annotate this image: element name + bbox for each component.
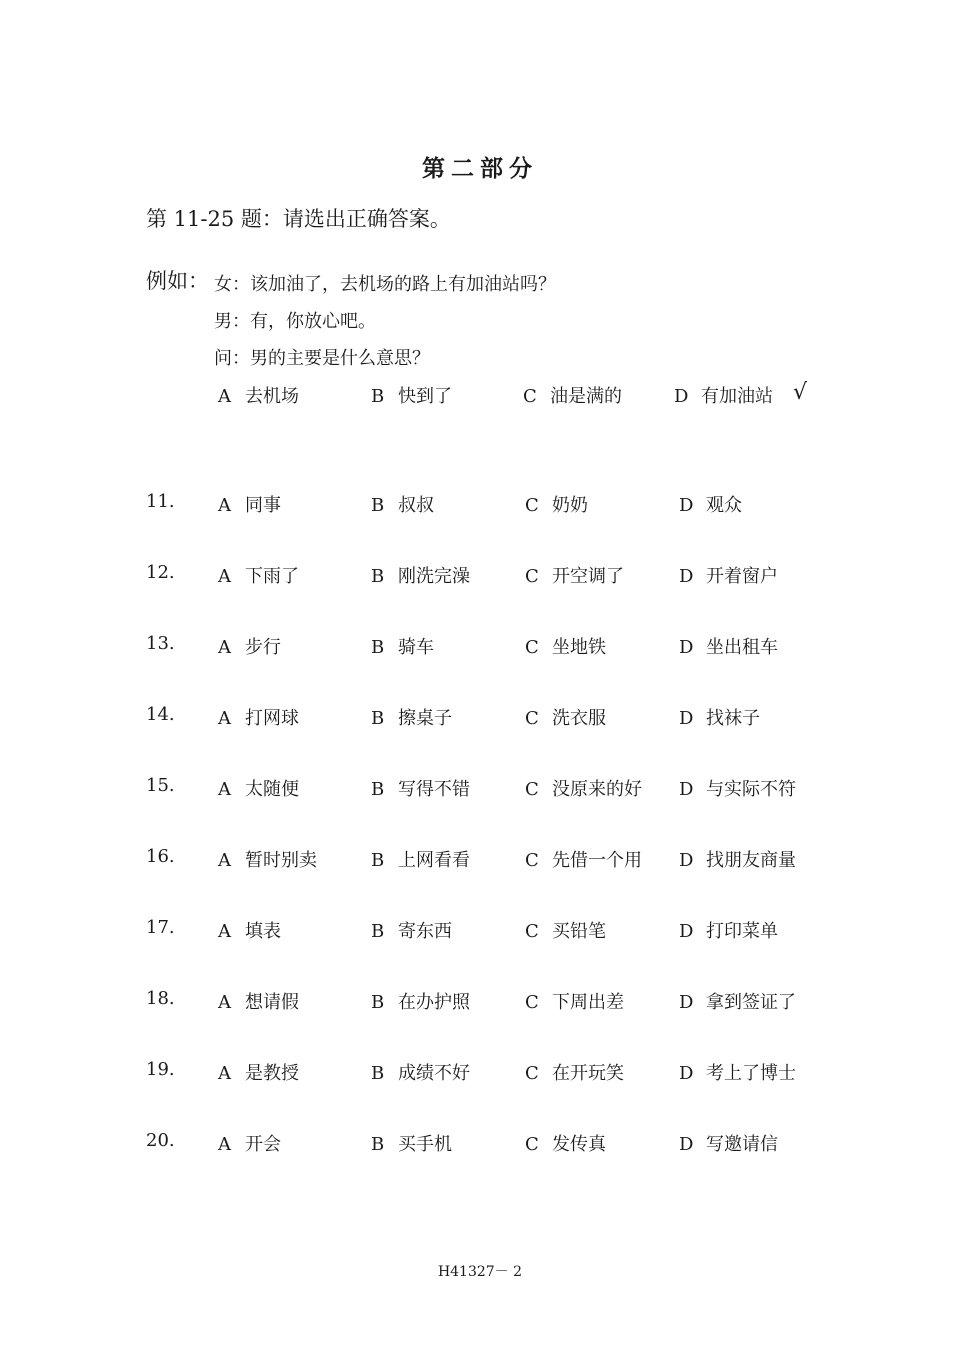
option-letter: B (371, 386, 385, 407)
option-letter: B (371, 495, 385, 516)
option-letter: D (679, 708, 694, 729)
option-text: 同事 (245, 495, 281, 516)
option-a (218, 917, 281, 943)
option-b (371, 775, 470, 801)
option-b (371, 846, 470, 872)
question-row (0, 633, 960, 663)
question-row (0, 1059, 960, 1089)
option-text: 在开玩笑 (552, 1063, 624, 1084)
option-text: 拿到签证了 (706, 992, 796, 1013)
example-option-a (218, 382, 299, 408)
option-text: 奶奶 (552, 495, 588, 516)
option-text: 先借一个用 (552, 850, 642, 871)
option-letter: B (371, 1134, 385, 1155)
question-number: 16. (146, 846, 175, 867)
option-text: 刚洗完澡 (398, 566, 470, 587)
option-c (525, 562, 624, 588)
option-text: 有加油站 (701, 386, 773, 407)
option-b (371, 1059, 470, 1085)
section-title: 第二部分 (422, 155, 538, 182)
option-text: 开着窗户 (706, 566, 778, 587)
option-letter: C (525, 921, 539, 942)
option-text: 写邀请信 (706, 1134, 778, 1155)
option-text: 没原来的好 (552, 779, 642, 800)
option-letter: A (218, 1134, 231, 1155)
option-text: 在办护照 (398, 992, 470, 1013)
option-letter: A (218, 921, 231, 942)
option-letter: D (679, 779, 694, 800)
option-letter: C (525, 1063, 539, 1084)
option-text: 找袜子 (706, 708, 760, 729)
question-number: 12. (146, 562, 175, 583)
option-d (679, 846, 796, 872)
option-letter: C (525, 495, 539, 516)
option-letter: D (679, 566, 694, 587)
option-a (218, 562, 299, 588)
option-text: 买铅笔 (552, 921, 606, 942)
option-a (218, 491, 281, 517)
option-d (679, 704, 760, 730)
question-number: 20. (146, 1130, 175, 1151)
option-c (525, 846, 642, 872)
question-row (0, 775, 960, 805)
option-d (679, 988, 796, 1014)
option-letter: A (218, 566, 231, 587)
question-number: 18. (146, 988, 175, 1009)
question-number: 19. (146, 1059, 175, 1080)
option-b (371, 1130, 452, 1156)
option-text: 叔叔 (398, 495, 434, 516)
example-options (146, 382, 846, 412)
option-text: 坐出租车 (706, 637, 778, 658)
page-footer: H41327－ 2 (437, 1264, 523, 1280)
option-c (525, 704, 606, 730)
option-letter: A (218, 386, 231, 407)
option-text: 找朋友商量 (706, 850, 796, 871)
checkmark-icon: √ (793, 380, 808, 405)
option-b (371, 917, 452, 943)
option-c (525, 633, 606, 659)
option-c (525, 491, 588, 517)
option-text: 打印菜单 (706, 921, 778, 942)
option-letter: C (525, 1134, 539, 1155)
option-letter: A (218, 495, 231, 516)
option-letter: C (525, 637, 539, 658)
option-text: 是教授 (245, 1063, 299, 1084)
option-letter: D (679, 850, 694, 871)
option-text: 想请假 (245, 992, 299, 1013)
option-text: 成绩不好 (398, 1063, 470, 1084)
option-a (218, 775, 299, 801)
option-letter: B (371, 637, 385, 658)
option-b (371, 633, 434, 659)
option-c (525, 775, 642, 801)
example-option-c (523, 382, 622, 408)
option-letter: D (679, 495, 694, 516)
option-b (371, 988, 470, 1014)
example-dialogue-man: 男：有，你放心吧。 (214, 311, 376, 332)
option-letter: A (218, 637, 231, 658)
option-letter: A (218, 1063, 231, 1084)
question-row (0, 917, 960, 947)
option-text: 洗衣服 (552, 708, 606, 729)
option-a (218, 1130, 281, 1156)
option-d (679, 491, 742, 517)
option-a (218, 988, 299, 1014)
option-text: 太随便 (245, 779, 299, 800)
instruction-text: 第 11-25 题：请选出正确答案。 (146, 207, 451, 231)
option-text: 寄东西 (398, 921, 452, 942)
option-letter: D (679, 1134, 694, 1155)
option-letter: C (525, 566, 539, 587)
option-c (525, 917, 606, 943)
option-letter: B (371, 708, 385, 729)
option-a (218, 704, 299, 730)
option-d (679, 562, 778, 588)
question-number: 11. (146, 491, 175, 512)
option-letter: D (679, 921, 694, 942)
option-text: 买手机 (398, 1134, 452, 1155)
option-letter: C (525, 708, 539, 729)
option-d (679, 1130, 778, 1156)
option-letter: D (674, 386, 689, 407)
option-letter: B (371, 921, 385, 942)
option-text: 考上了博士 (706, 1063, 796, 1084)
option-b (371, 704, 452, 730)
option-text: 下雨了 (245, 566, 299, 587)
option-text: 打网球 (245, 708, 299, 729)
option-b (371, 562, 470, 588)
option-letter: D (679, 1063, 694, 1084)
example-option-b (371, 382, 452, 408)
option-letter: C (523, 386, 537, 407)
option-text: 发传真 (552, 1134, 606, 1155)
option-c (525, 1059, 624, 1085)
option-text: 写得不错 (398, 779, 470, 800)
option-text: 骑车 (398, 637, 434, 658)
option-text: 暂时别卖 (245, 850, 317, 871)
option-text: 与实际不符 (706, 779, 796, 800)
question-row (0, 846, 960, 876)
option-d (679, 775, 796, 801)
option-text: 步行 (245, 637, 281, 658)
option-text: 观众 (706, 495, 742, 516)
option-letter: A (218, 779, 231, 800)
option-text: 去机场 (245, 386, 299, 407)
option-text: 填表 (245, 921, 281, 942)
option-letter: D (679, 637, 694, 658)
option-letter: A (218, 850, 231, 871)
example-option-d (674, 382, 773, 408)
option-c (525, 1130, 606, 1156)
option-text: 油是满的 (550, 386, 622, 407)
question-row (0, 562, 960, 592)
question-row (0, 988, 960, 1018)
option-d (679, 1059, 796, 1085)
option-text: 坐地铁 (552, 637, 606, 658)
option-text: 开空调了 (552, 566, 624, 587)
question-number: 13. (146, 633, 175, 654)
option-text: 擦桌子 (398, 708, 452, 729)
option-letter: B (371, 850, 385, 871)
question-number: 17. (146, 917, 175, 938)
example-dialogue-woman: 女：该加油了，去机场的路上有加油站吗？ (214, 274, 556, 295)
option-d (679, 917, 778, 943)
option-c (525, 988, 624, 1014)
option-letter: B (371, 779, 385, 800)
option-letter: B (371, 566, 385, 587)
option-letter: A (218, 992, 231, 1013)
option-letter: C (525, 850, 539, 871)
option-b (371, 491, 434, 517)
option-text: 开会 (245, 1134, 281, 1155)
option-a (218, 846, 317, 872)
option-d (679, 633, 778, 659)
option-letter: C (525, 992, 539, 1013)
example-label: 例如： (146, 269, 209, 293)
question-row (0, 704, 960, 734)
example-question: 问：男的主要是什么意思？ (214, 348, 430, 369)
option-a (218, 1059, 299, 1085)
question-number: 14. (146, 704, 175, 725)
option-letter: D (679, 992, 694, 1013)
option-letter: C (525, 779, 539, 800)
question-row (0, 1130, 960, 1160)
option-a (218, 633, 281, 659)
option-letter: A (218, 708, 231, 729)
question-number: 15. (146, 775, 175, 796)
option-letter: B (371, 992, 385, 1013)
option-text: 上网看看 (398, 850, 470, 871)
option-text: 下周出差 (552, 992, 624, 1013)
question-row (0, 491, 960, 521)
option-letter: B (371, 1063, 385, 1084)
option-text: 快到了 (398, 386, 452, 407)
